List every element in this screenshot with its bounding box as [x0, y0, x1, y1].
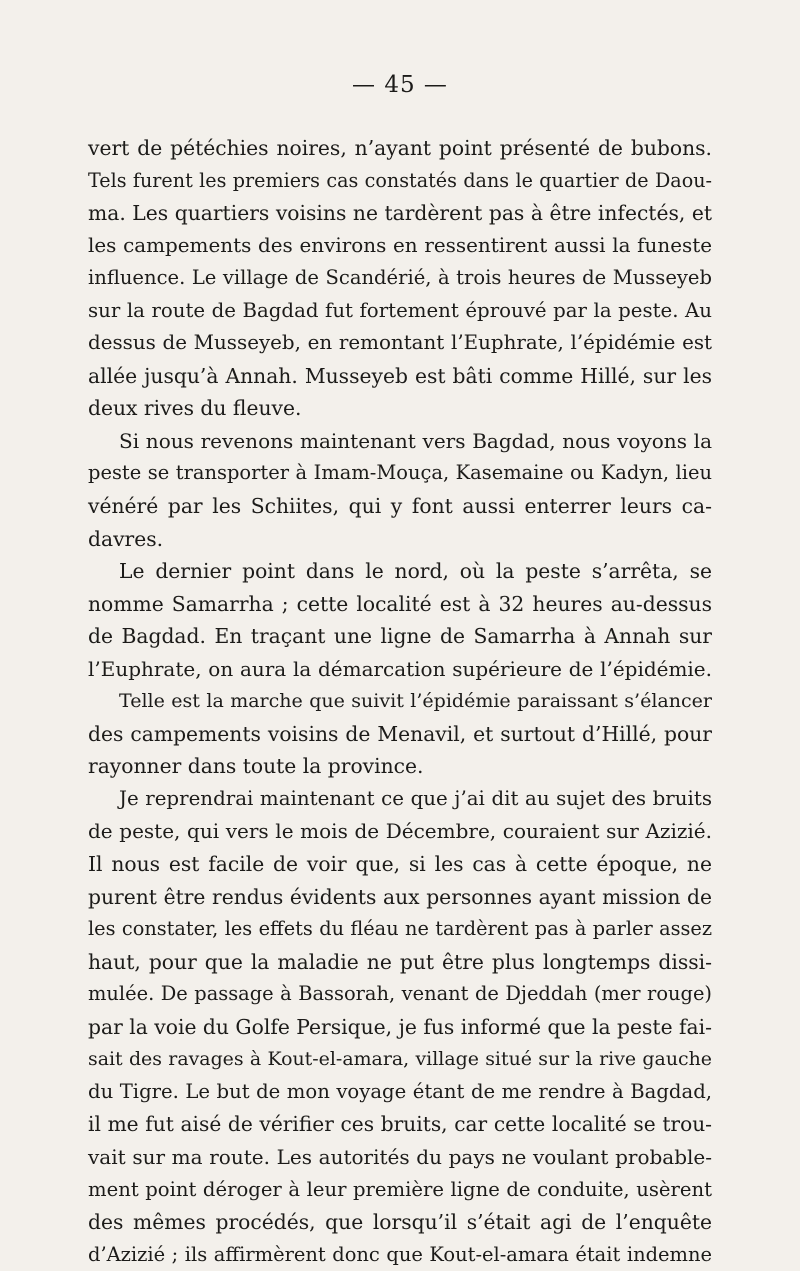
text-line: Je reprendrai maintenant ce que j’ai dit au sujet des bruits	[119, 786, 712, 810]
text-line: influence. Le village de Scandérié, à trois heures de Musseyeb	[88, 266, 712, 290]
text-line: les campements des environs en ressentirent aussi la funeste	[88, 233, 712, 257]
text-line: l’Euphrate, on aura la démarcation supérieure de l’épidémie.	[88, 656, 712, 681]
text-line: de peste, qui vers le mois de Décembre, couraient sur Azizié.	[88, 819, 712, 844]
text-line: il me fut aisé de vérifier ces bruits, car cette localité se trou-	[88, 1112, 712, 1137]
text-line: Il nous est facile de voir que, si les cas à cette époque, ne	[88, 852, 712, 877]
text-line: sait des ravages à Kout-el-amara, village situé sur la rive gauche	[88, 1048, 712, 1071]
text-line: vait sur ma route. Les autorités du pays ne voulant probable-	[88, 1144, 712, 1169]
text-line: vénéré par les Schiites, qui y font aussi enterrer leurs ca-	[88, 494, 712, 519]
text-line: mulée. De passage à Bassorah, venant de Djeddah (mer rouge)	[88, 982, 712, 1006]
text-line: Le dernier point dans le nord, où la peste s’arrêta, se	[119, 559, 712, 584]
text-line: Telle est la marche que suivit l’épidémie paraissant s’élancer	[119, 690, 712, 713]
text-line: ment point déroger à leur première ligne de conduite, usèrent	[88, 1177, 712, 1201]
text-line: davres.	[88, 526, 164, 551]
text-line: allée jusqu’à Annah. Musseyeb est bâti comme Hillé, sur les	[88, 363, 712, 388]
text-line: du Tigre. Le but de mon voyage étant de me rendre à Bagdad,	[88, 1079, 712, 1103]
text-line: vert de pétéchies noires, n’ayant point présenté de bubons.	[88, 136, 712, 160]
text-line: nomme Samarrha ; cette localité est à 32 heures au-dessus	[88, 591, 712, 616]
text-line: les constater, les effets du fléau ne tardèrent pas à parler assez	[88, 917, 712, 941]
text-line: peste se transporter à Imam-Mouça, Kasemaine ou Kadyn, lieu	[88, 461, 712, 485]
text-line: haut, pour que la maladie ne put être plus longtemps dissi-	[88, 949, 712, 974]
text-line: des mêmes procédés, que lorsqu’il s’était agi de l’enquête	[88, 1210, 712, 1235]
text-line: Tels furent les premiers cas constatés dans le quartier de Daou-	[88, 168, 712, 192]
text-line: ma. Les quartiers voisins ne tardèrent pas à être infectés, et	[88, 201, 712, 226]
text-line: des campements voisins de Menavil, et surtout d’Hillé, pour	[88, 721, 712, 746]
text-line: par la voie du Golfe Persique, je fus informé que la peste fai-	[88, 1014, 712, 1039]
text-line: Si nous revenons maintenant vers Bagdad, nous voyons la	[119, 428, 712, 453]
body-text	[88, 132, 712, 1271]
text-line: sur la route de Bagdad fut fortement éprouvé par la peste. Au	[88, 298, 712, 322]
text-line: dessus de Musseyeb, en remontant l’Euphrate, l’épidémie est	[88, 331, 712, 355]
text-line: purent être rendus évidents aux personnes ayant mission de	[88, 884, 712, 909]
page-number: — 45 —	[352, 72, 448, 98]
text-line: deux rives du fleuve.	[88, 396, 302, 421]
text-line: de Bagdad. En traçant une ligne de Samarrha à Annah sur	[88, 624, 712, 649]
text-line: d’Azizié ; ils affirmèrent donc que Kout-el-amara était indemne	[88, 1242, 712, 1266]
text-line: rayonner dans toute la province.	[88, 754, 424, 779]
